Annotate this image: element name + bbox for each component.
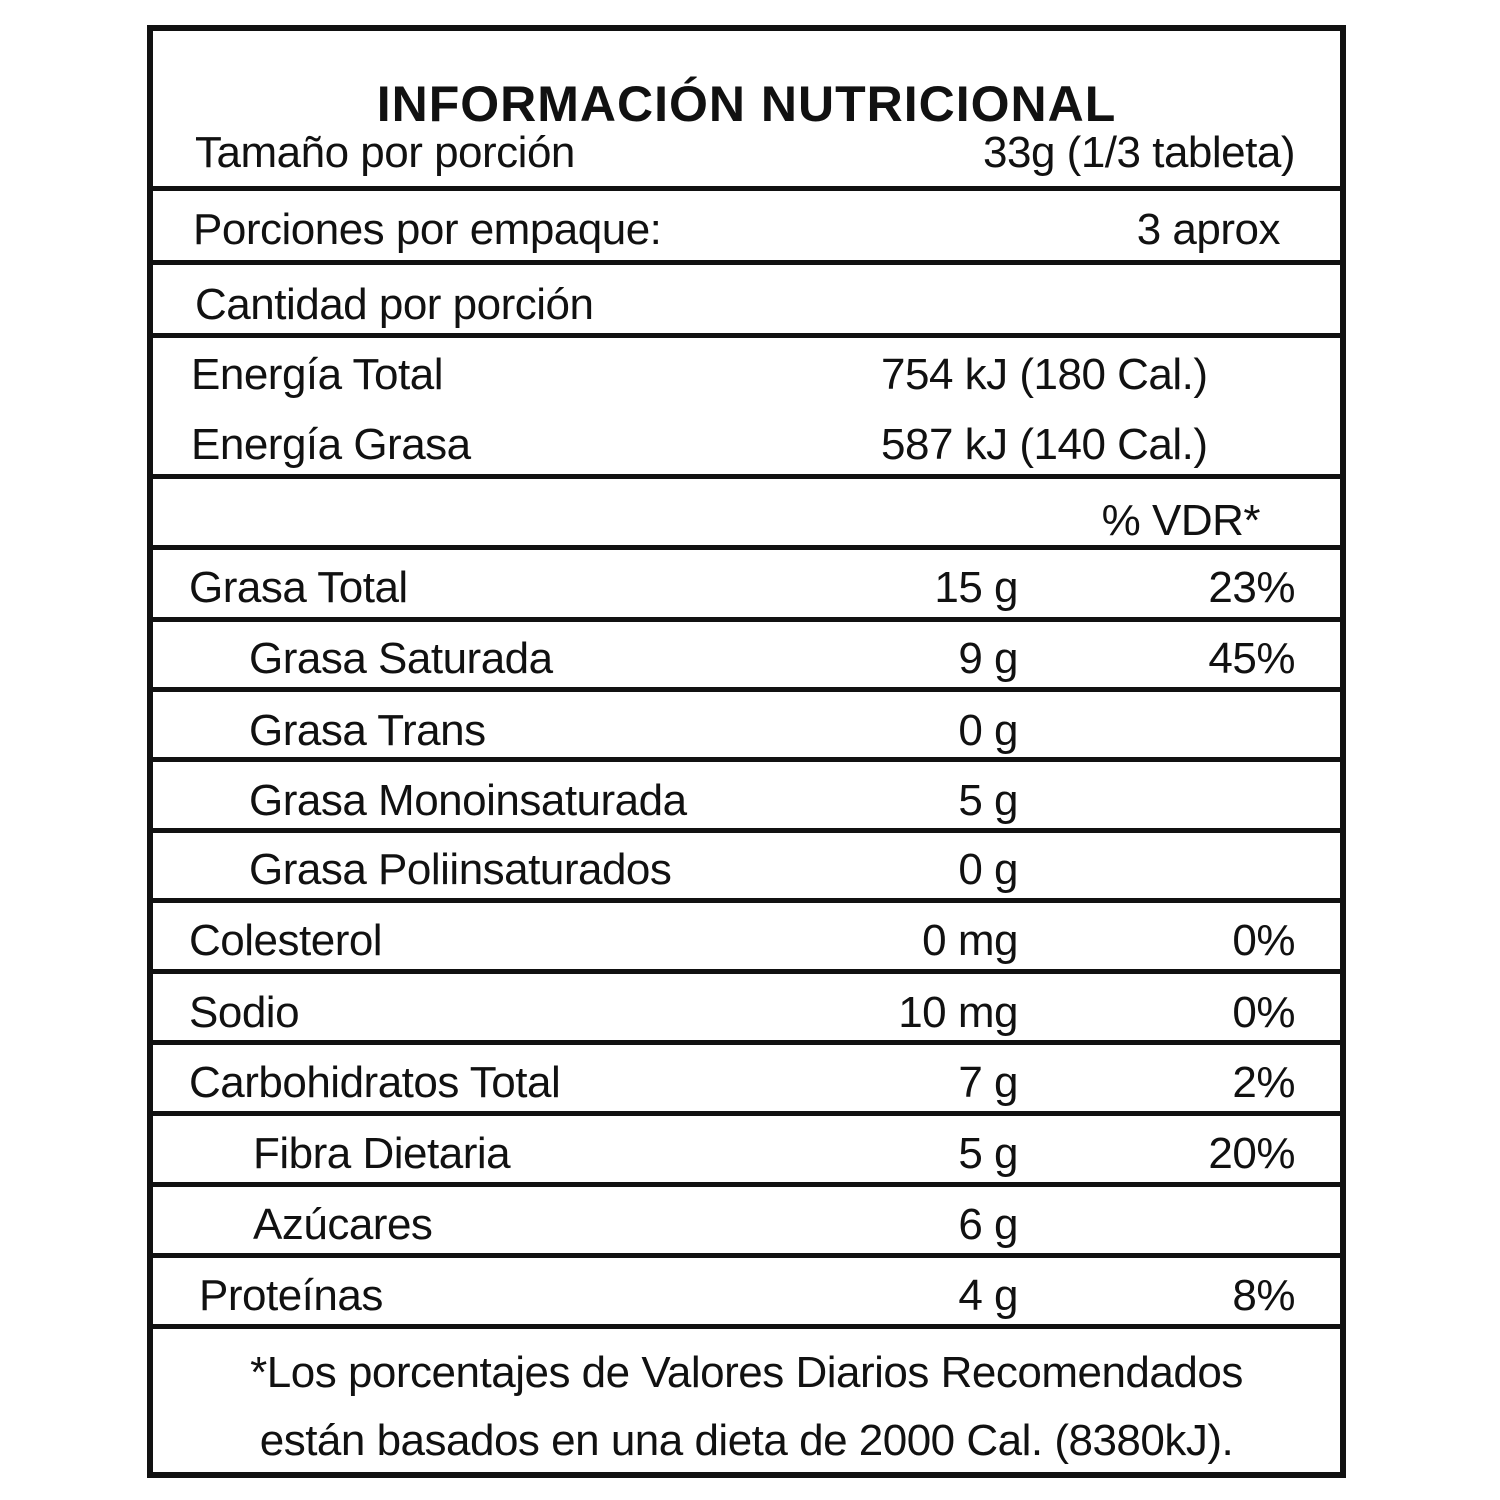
nutrient-name: Grasa Saturada — [249, 634, 553, 683]
amount-per-serving-heading: Cantidad por porción — [195, 280, 594, 329]
nutrient-amount: 7 g — [958, 1058, 1018, 1107]
divider — [153, 1182, 1340, 1187]
divider — [153, 1253, 1340, 1258]
nutrient-name: Grasa Trans — [249, 706, 486, 755]
divider — [153, 969, 1340, 974]
nutrient-name: Proteínas — [199, 1271, 383, 1320]
nutrient-name: Grasa Monoinsaturada — [249, 776, 687, 825]
divider — [153, 1040, 1340, 1045]
nutrient-percent: 8% — [1232, 1271, 1295, 1320]
nutrition-facts-panel — [147, 25, 1346, 1478]
divider — [153, 1111, 1340, 1116]
divider — [153, 545, 1340, 550]
nutrient-percent: 45% — [1208, 634, 1295, 683]
nutrient-amount: 0 g — [958, 706, 1018, 755]
divider — [153, 186, 1340, 191]
divider — [153, 260, 1340, 265]
vdr-header: % VDR* — [1101, 496, 1260, 545]
footnote-line-1: *Los porcentajes de Valores Diarios Recomendados — [250, 1348, 1243, 1397]
nutrient-name: Grasa Poliinsaturados — [249, 845, 672, 894]
nutrient-amount: 6 g — [958, 1200, 1018, 1249]
nutrient-percent: 2% — [1232, 1058, 1295, 1107]
nutrient-amount: 10 mg — [898, 988, 1018, 1037]
divider — [153, 617, 1340, 622]
energy-total-label: Energía Total — [191, 350, 443, 399]
energy-total-value: 754 kJ (180 Cal.) — [881, 350, 1208, 399]
nutrient-amount: 5 g — [958, 776, 1018, 825]
divider — [153, 474, 1340, 479]
serving-size-value: 33g (1/3 tableta) — [983, 128, 1295, 177]
divider — [153, 333, 1340, 338]
servings-per-package-value: 3 aprox — [1136, 205, 1280, 254]
nutrient-amount: 15 g — [934, 563, 1018, 612]
panel-title: INFORMACIÓN NUTRICIONAL — [376, 76, 1117, 132]
divider — [153, 898, 1340, 903]
footnote-line-2: están basados en una dieta de 2000 Cal. (8380kJ). — [259, 1416, 1234, 1465]
divider — [153, 687, 1340, 692]
nutrient-amount: 9 g — [958, 634, 1018, 683]
servings-per-package-label: Porciones por empaque: — [193, 205, 662, 254]
nutrient-amount: 4 g — [958, 1271, 1018, 1320]
serving-size-label: Tamaño por porción — [195, 128, 575, 177]
energy-fat-value: 587 kJ (140 Cal.) — [881, 420, 1208, 469]
nutrient-percent: 23% — [1208, 563, 1295, 612]
nutrient-name: Grasa Total — [189, 563, 408, 612]
nutrient-name: Colesterol — [189, 916, 383, 965]
energy-fat-label: Energía Grasa — [191, 420, 471, 469]
nutrient-amount: 0 mg — [922, 916, 1018, 965]
divider — [153, 757, 1340, 762]
nutrient-name: Sodio — [189, 988, 300, 1037]
nutrient-amount: 5 g — [958, 1129, 1018, 1178]
divider — [153, 828, 1340, 833]
nutrient-amount: 0 g — [958, 845, 1018, 894]
divider — [153, 1324, 1340, 1329]
nutrient-percent: 0% — [1232, 988, 1295, 1037]
nutrient-percent: 20% — [1208, 1129, 1295, 1178]
nutrient-name: Carbohidratos Total — [189, 1058, 561, 1107]
nutrient-percent: 0% — [1232, 916, 1295, 965]
nutrient-name: Azúcares — [253, 1200, 433, 1249]
nutrient-name: Fibra Dietaria — [253, 1129, 511, 1178]
